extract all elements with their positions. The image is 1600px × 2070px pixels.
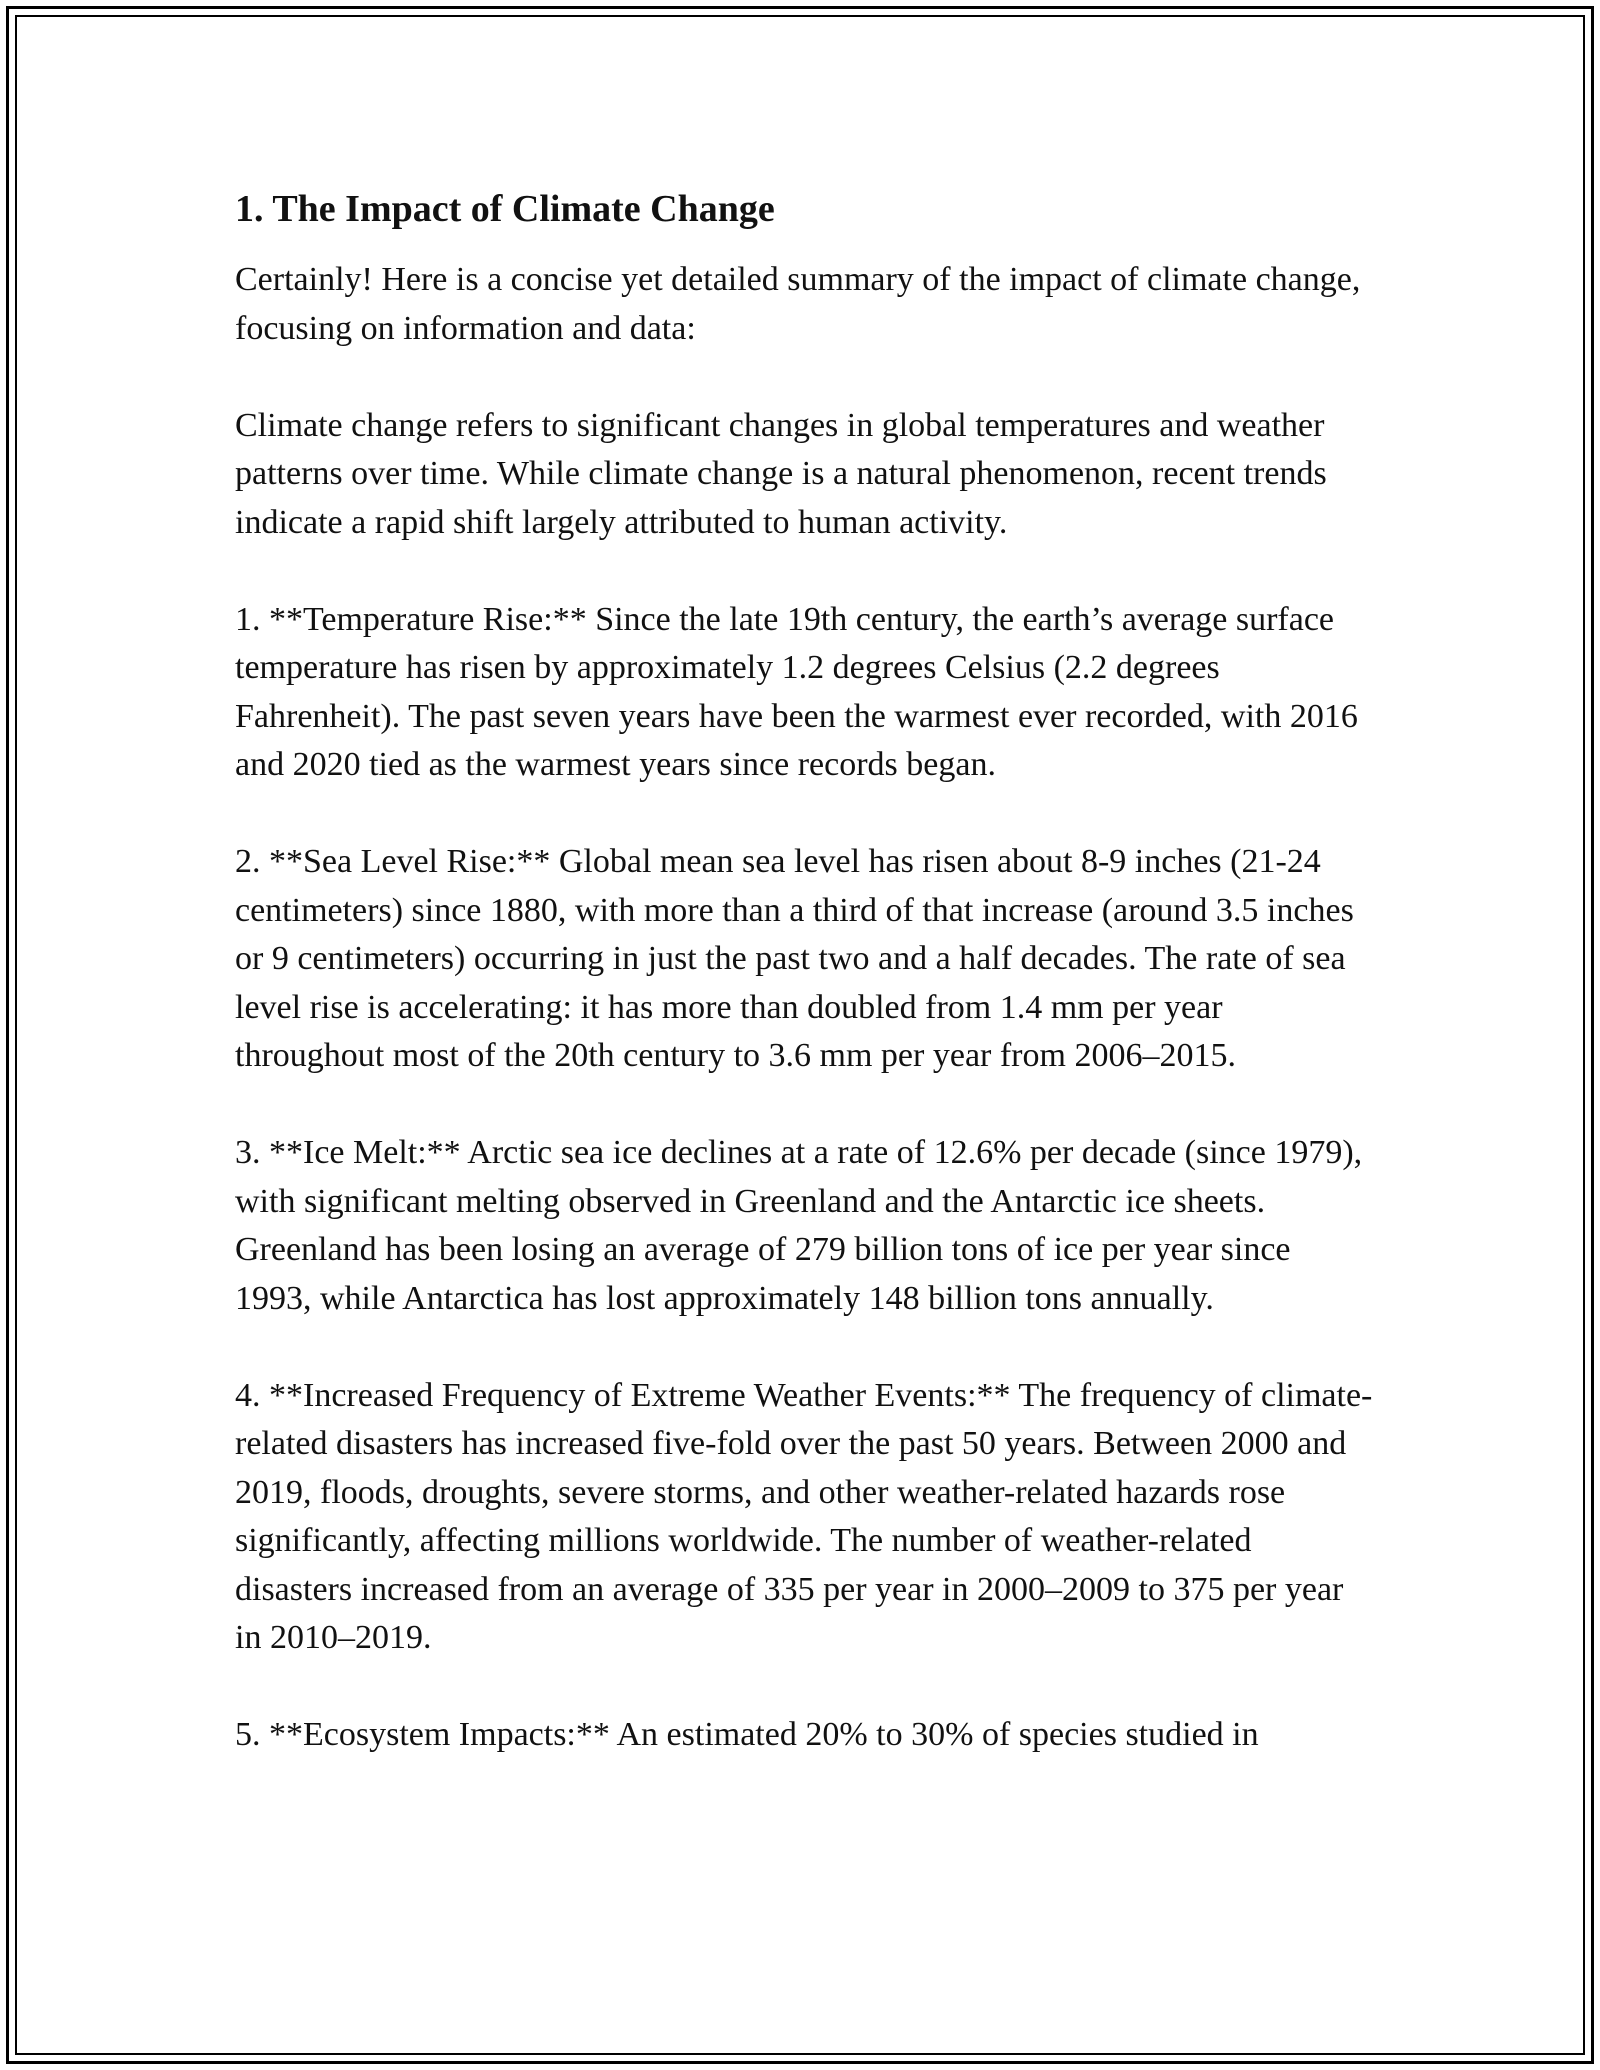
temperature-rise-paragraph: 1. **Temperature Rise:** Since the late 19th century, the earth’s average surface temperature has risen by approximately 1.2 degrees Celsius (2.2 degrees Fahrenheit). The past seven years have been the warmest ever recorded, with 2016 and 2020 tied as the warmest years since records began. <box>235 600 1358 783</box>
sea-level-rise-paragraph: 2. **Sea Level Rise:** Global mean sea level has risen about 8-9 inches (21-24 centimeters) since 1880, with more than a third of that increase (around 3.5 inches or 9 centimeters) occurring in just the past two and a half decades. The rate of sea level rise is accelerating: it has more than doubled from 1.4 mm per year throughout most of the 20th century to 3.6 mm per year from 2006–2015. <box>235 843 1354 1074</box>
extreme-weather-paragraph: 4. **Increased Frequency of Extreme Weather Events:** The frequency of climate-related disasters has increased five-fold over the past 50 years. Between 2000 and 2019, floods, droughts, severe storms, and other weather-related hazards rose significantly, affecting millions worldwide. The number of weather-related disasters increased from an average of 335 per year in 2000–2009 to 375 per year in 2010–2019. <box>235 1376 1373 1656</box>
intro-paragraph: Certainly! Here is a concise yet detailed summary of the impact of climate change, focusing on information and data: <box>235 261 1361 347</box>
definition-paragraph: Climate change refers to significant changes in global temperatures and weather patterns over time. While climate change is a natural phenomenon, recent trends indicate a rapid shift largely attributed to human activity. <box>235 406 1327 541</box>
section-heading: 1. The Impact of Climate Change <box>235 188 775 230</box>
ice-melt-paragraph: 3. **Ice Melt:** Arctic sea ice declines at a rate of 12.6% per decade (since 1979), with significant melting observed in Greenland and the Antarctic ice sheets. Greenland has been losing an average of 279 billion tons of ice per year since 1993, while Antarctica has lost approximately 148 billion tons annually. <box>235 1134 1363 1317</box>
document-body <box>235 186 1375 1808</box>
ecosystem-impacts-paragraph: 5. **Ecosystem Impacts:** An estimated 20% to 30% of species studied in <box>235 1716 1259 1753</box>
